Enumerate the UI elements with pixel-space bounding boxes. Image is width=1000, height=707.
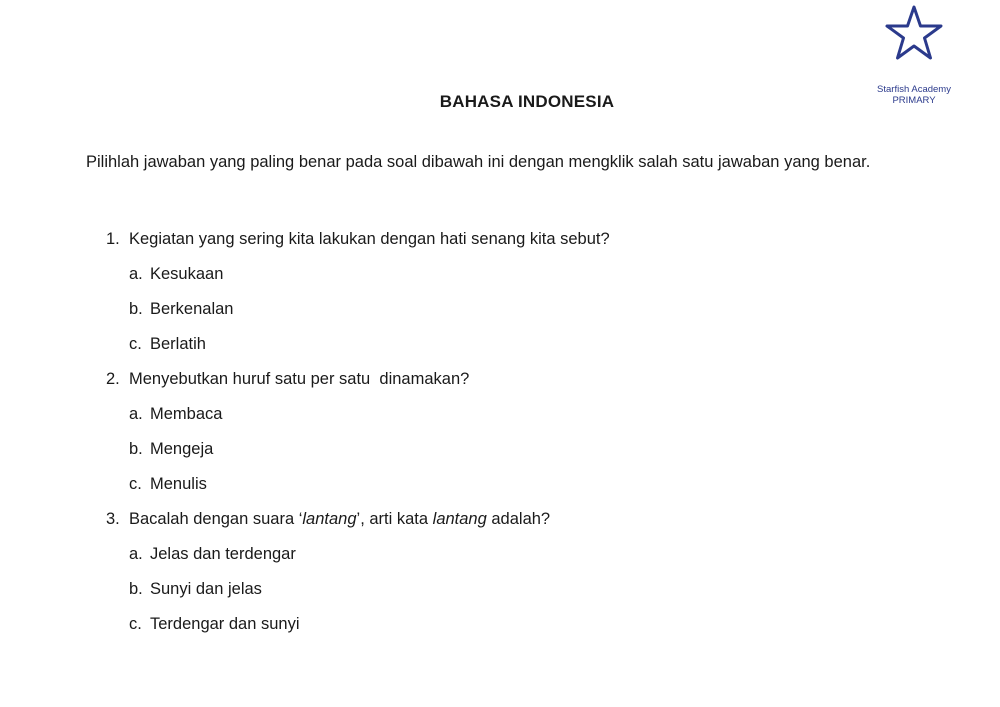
option-text[interactable]: Mengeja <box>150 440 214 458</box>
q3-option-b[interactable] <box>106 572 966 607</box>
question-number: 2. <box>106 370 120 388</box>
question-text: Menyebutkan huruf satu per satu dinamakan? <box>129 370 470 388</box>
option-text[interactable]: Membaca <box>150 405 223 423</box>
option-letter: a. <box>129 545 143 563</box>
option-letter: c. <box>129 475 142 493</box>
q1-option-b[interactable] <box>106 292 966 327</box>
question-1 <box>106 222 966 257</box>
instruction-text: Pilihlah jawaban yang paling benar pada soal dibawah ini dengan mengklik salah satu jawaban yang benar. <box>86 153 871 171</box>
option-letter: a. <box>129 405 143 423</box>
option-letter: a. <box>129 265 143 283</box>
question-text <box>129 510 550 529</box>
logo-school-level: PRIMARY <box>892 95 936 106</box>
q1-option-a[interactable] <box>106 257 966 292</box>
q2-option-b[interactable] <box>106 432 966 467</box>
option-letter: b. <box>129 580 143 598</box>
question-text: Kegiatan yang sering kita lakukan dengan hati senang kita sebut? <box>129 230 610 248</box>
logo-school-name: Starfish Academy <box>877 84 951 95</box>
option-letter: c. <box>129 615 142 633</box>
question-3 <box>106 502 966 537</box>
question-2 <box>106 362 966 397</box>
option-text[interactable]: Sunyi dan jelas <box>150 580 262 598</box>
q3-option-a[interactable] <box>106 537 966 572</box>
option-letter: c. <box>129 335 142 353</box>
page-title: BAHASA INDONESIA <box>439 92 615 111</box>
option-letter: b. <box>129 300 143 318</box>
q2-option-a[interactable] <box>106 397 966 432</box>
question-number: 1. <box>106 230 120 248</box>
question-list <box>106 222 966 642</box>
question-text-part: ’, arti kata <box>356 510 433 528</box>
question-text-part: adalah? <box>486 510 551 528</box>
question-number: 3. <box>106 510 120 528</box>
option-text[interactable]: Berlatih <box>150 335 206 353</box>
option-letter: b. <box>129 440 143 458</box>
option-text[interactable]: Berkenalan <box>150 300 234 318</box>
option-text[interactable]: Menulis <box>150 475 207 493</box>
q1-option-c[interactable] <box>106 327 966 362</box>
star-icon <box>881 2 947 66</box>
option-text[interactable]: Kesukaan <box>150 265 224 283</box>
option-text[interactable]: Terdengar dan sunyi <box>150 615 300 633</box>
question-text-emphasis: lantang <box>432 510 487 528</box>
option-text[interactable]: Jelas dan terdengar <box>150 545 296 563</box>
question-text-part: Bacalah dengan suara ‘ <box>129 510 303 528</box>
q2-option-c[interactable] <box>106 467 966 502</box>
question-text-emphasis: lantang <box>302 510 357 528</box>
school-logo <box>862 2 966 106</box>
q3-option-c[interactable] <box>106 607 966 642</box>
